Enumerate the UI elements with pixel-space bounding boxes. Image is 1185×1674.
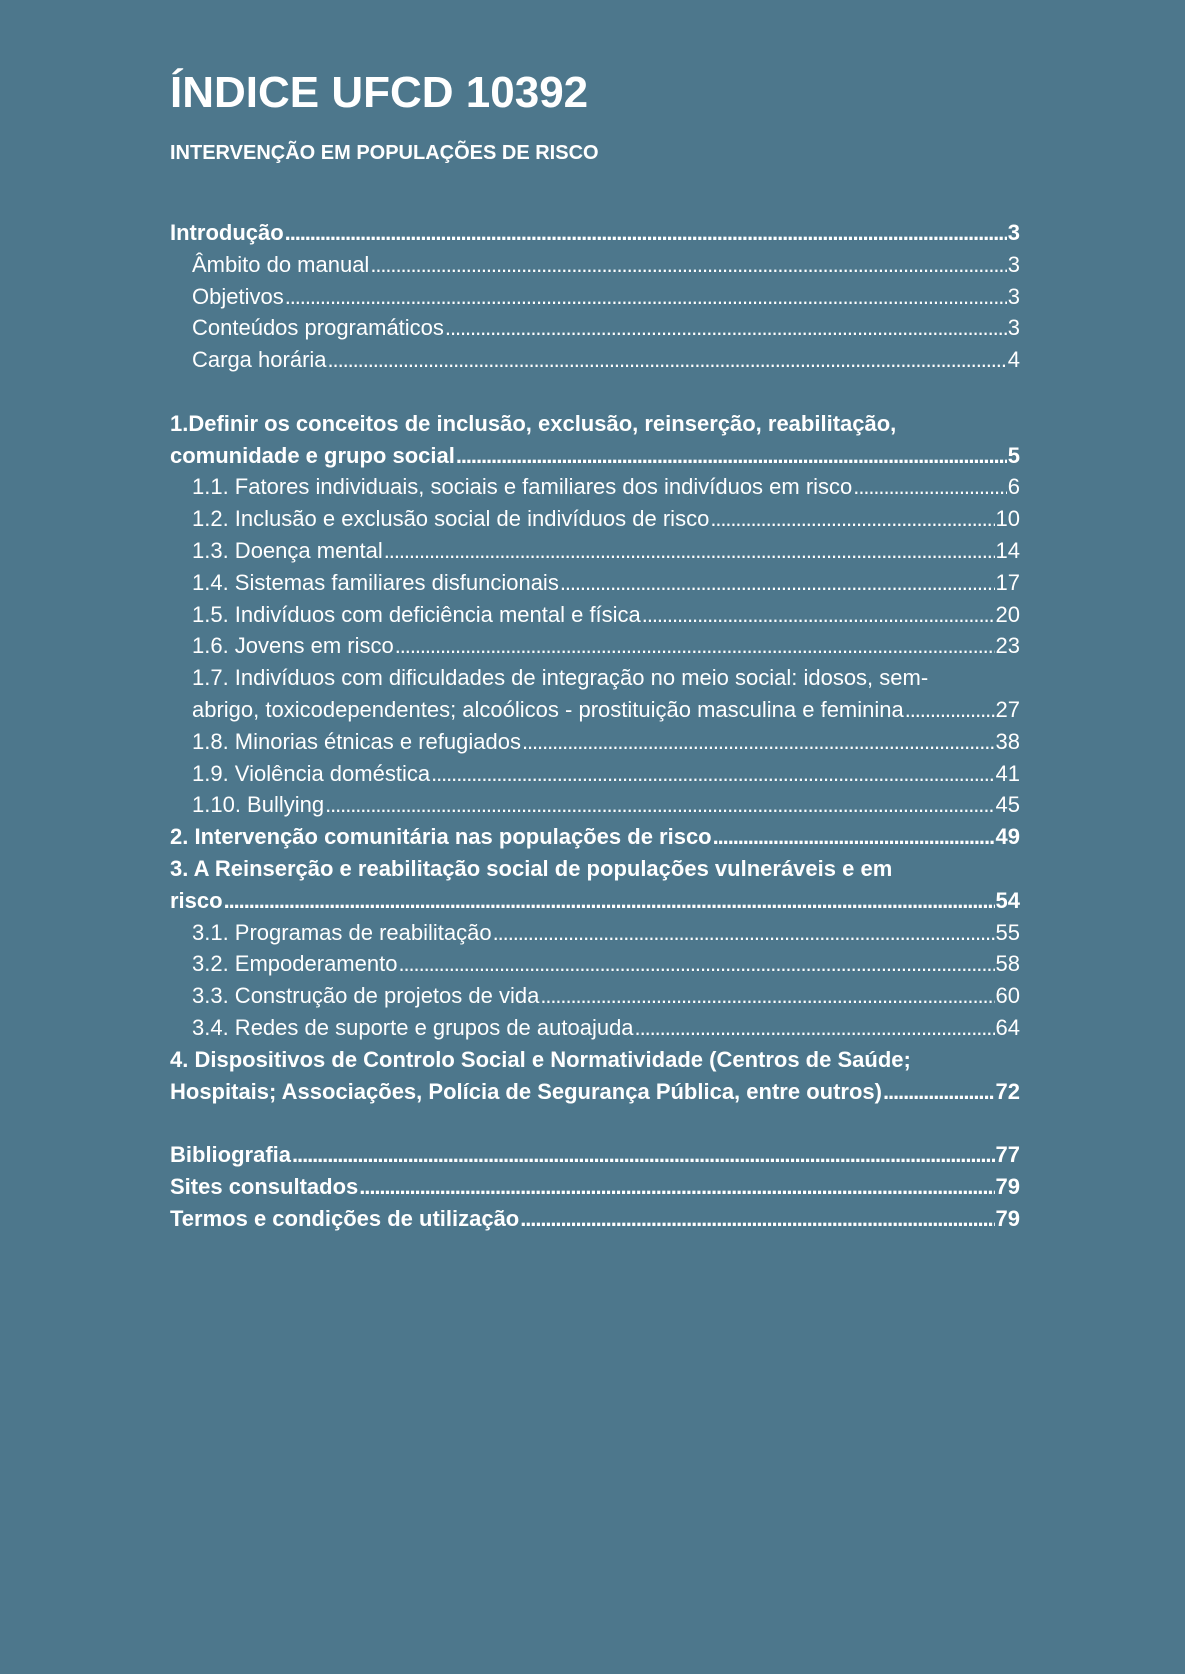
dot-leader	[285, 281, 1007, 313]
toc-entry-1-3[interactable]	[170, 535, 1020, 567]
dot-leader	[395, 630, 995, 662]
dot-leader	[292, 1139, 995, 1171]
toc-entry-objetivos[interactable]	[170, 281, 1020, 313]
toc-page-number: 14	[995, 537, 1020, 563]
dot-leader	[540, 980, 994, 1012]
toc-entry-3-2[interactable]	[170, 948, 1020, 980]
toc-label: 1.4. Sistemas familiares disfuncionais	[192, 569, 559, 595]
toc-label-line2: risco	[170, 887, 223, 913]
toc-page-number: 5	[1007, 442, 1020, 468]
toc-label: 2. Intervenção comunitária nas populações de risco	[170, 824, 712, 850]
dot-leader	[522, 726, 995, 758]
toc-page-number: 3	[1007, 315, 1020, 341]
toc-entry-1-7[interactable]	[170, 662, 1020, 726]
toc-label: 3.3. Construção de projetos de vida	[192, 983, 540, 1009]
toc-label: 1.1. Fatores individuais, sociais e familiares dos indivíduos em risco	[192, 474, 853, 500]
dot-leader	[853, 471, 1006, 503]
toc-page-number: 45	[995, 792, 1020, 818]
toc-page-number: 79	[995, 1205, 1020, 1231]
dot-leader	[224, 885, 995, 917]
toc-page-number: 6	[1007, 474, 1020, 500]
toc-label: Conteúdos programáticos	[192, 315, 444, 341]
table-of-contents	[170, 217, 1020, 1235]
toc-label-line1: 4. Dispositivos de Controlo Social e Normatividade (Centros de Saúde;	[170, 1046, 911, 1072]
toc-page-number: 54	[995, 887, 1020, 913]
toc-entry-3-3[interactable]	[170, 980, 1020, 1012]
dot-leader	[560, 567, 995, 599]
dot-leader	[431, 758, 994, 790]
dot-leader	[883, 1076, 995, 1108]
dot-leader	[325, 789, 994, 821]
toc-entry-1-4[interactable]	[170, 567, 1020, 599]
toc-label: 1.9. Violência doméstica	[192, 760, 431, 786]
toc-label-line1: 1.7. Indivíduos com dificuldades de integração no meio social: idosos, sem-	[192, 665, 929, 691]
toc-page-number: 4	[1007, 347, 1020, 373]
toc-entry-conteudos[interactable]	[170, 312, 1020, 344]
toc-label: 3.1. Programas de reabilitação	[192, 919, 492, 945]
toc-entry-ambito[interactable]	[170, 249, 1020, 281]
dot-leader	[445, 312, 1007, 344]
toc-entry-section-2[interactable]	[170, 821, 1020, 853]
toc-page-number: 27	[995, 696, 1020, 722]
toc-entry-1-1[interactable]	[170, 471, 1020, 503]
toc-entry-section-4[interactable]	[170, 1044, 1020, 1108]
toc-label: Termos e condições de utilização	[170, 1205, 520, 1231]
toc-entry-carga-horaria[interactable]	[170, 344, 1020, 376]
dot-leader	[905, 694, 995, 726]
toc-label: 1.2. Inclusão e exclusão social de indivíduos de risco	[192, 506, 710, 532]
toc-page-number: 38	[995, 728, 1020, 754]
toc-label: Objetivos	[192, 283, 284, 309]
toc-page-number: 64	[995, 1014, 1020, 1040]
toc-label-line2: comunidade e grupo social	[170, 442, 455, 468]
page-title: ÍNDICE UFCD 10392	[170, 68, 589, 117]
toc-page-number: 41	[995, 760, 1020, 786]
toc-entry-3-4[interactable]	[170, 1012, 1020, 1044]
toc-label: Sites consultados	[170, 1173, 359, 1199]
toc-label: Âmbito do manual	[192, 251, 370, 277]
toc-page-number: 55	[995, 919, 1020, 945]
toc-page-number: 20	[995, 601, 1020, 627]
toc-entry-1-10[interactable]	[170, 789, 1020, 821]
toc-label: Bibliografia	[170, 1142, 292, 1168]
toc-entry-1-9[interactable]	[170, 758, 1020, 790]
toc-label: 1.8. Minorias étnicas e refugiados	[192, 728, 521, 754]
toc-label: 1.6. Jovens em risco	[192, 633, 394, 659]
toc-label-line2: abrigo, toxicodependentes; alcoólicos - prostituição masculina e feminina	[192, 696, 904, 722]
toc-entry-bibliografia[interactable]	[170, 1139, 1020, 1171]
dot-leader	[285, 217, 1007, 249]
dot-leader	[398, 948, 994, 980]
toc-entry-3-1[interactable]	[170, 917, 1020, 949]
toc-page-number: 58	[995, 951, 1020, 977]
toc-entry-1-2[interactable]	[170, 503, 1020, 535]
toc-entry-1-6[interactable]	[170, 630, 1020, 662]
dot-leader	[456, 440, 1007, 472]
dot-leader	[713, 821, 995, 853]
dot-leader	[370, 249, 1006, 281]
toc-page-number: 3	[1007, 283, 1020, 309]
dot-leader	[635, 1012, 995, 1044]
toc-page-number: 3	[1007, 251, 1020, 277]
toc-label: 1.3. Doença mental	[192, 537, 383, 563]
toc-page-number: 79	[995, 1173, 1020, 1199]
toc-entry-termos[interactable]	[170, 1203, 1020, 1235]
toc-entry-sites[interactable]	[170, 1171, 1020, 1203]
page-subtitle: INTERVENÇÃO EM POPULAÇÕES DE RISCO	[170, 142, 599, 164]
toc-label-line1: 1.Definir os conceitos de inclusão, exclusão, reinserção, reabilitação,	[170, 410, 897, 436]
toc-page-number: 77	[995, 1142, 1020, 1168]
toc-page-number: 10	[995, 506, 1020, 532]
dot-leader	[384, 535, 995, 567]
toc-page-number: 3	[1007, 220, 1020, 245]
toc-page-number: 23	[995, 633, 1020, 659]
toc-label-line2: Hospitais; Associações, Polícia de Segurança Pública, entre outros)	[170, 1078, 882, 1104]
toc-label-line1: 3. A Reinserção e reabilitação social de populações vulneráveis e em	[170, 855, 893, 881]
toc-page-number: 60	[995, 983, 1020, 1009]
dot-leader	[642, 599, 995, 631]
toc-page-number: 17	[995, 569, 1020, 595]
dot-leader	[493, 917, 995, 949]
toc-entry-1-5[interactable]	[170, 599, 1020, 631]
toc-entry-section-1[interactable]	[170, 408, 1020, 472]
toc-label: Introdução	[170, 220, 284, 245]
toc-entry-introducao[interactable]	[170, 217, 1020, 249]
toc-label: 3.2. Empoderamento	[192, 951, 398, 977]
dot-leader	[710, 503, 994, 535]
toc-page-number: 72	[995, 1078, 1020, 1104]
toc-entry-section-3[interactable]	[170, 853, 1020, 917]
dot-leader	[359, 1171, 994, 1203]
dot-leader	[328, 344, 1007, 376]
toc-label: 1.10. Bullying	[192, 792, 325, 818]
toc-label: 1.5. Indivíduos com deficiência mental e física	[192, 601, 641, 627]
toc-entry-1-8[interactable]	[170, 726, 1020, 758]
toc-label: Carga horária	[192, 347, 327, 373]
toc-page-number: 49	[995, 824, 1020, 850]
toc-label: 3.4. Redes de suporte e grupos de autoajuda	[192, 1014, 634, 1040]
dot-leader	[520, 1203, 994, 1235]
